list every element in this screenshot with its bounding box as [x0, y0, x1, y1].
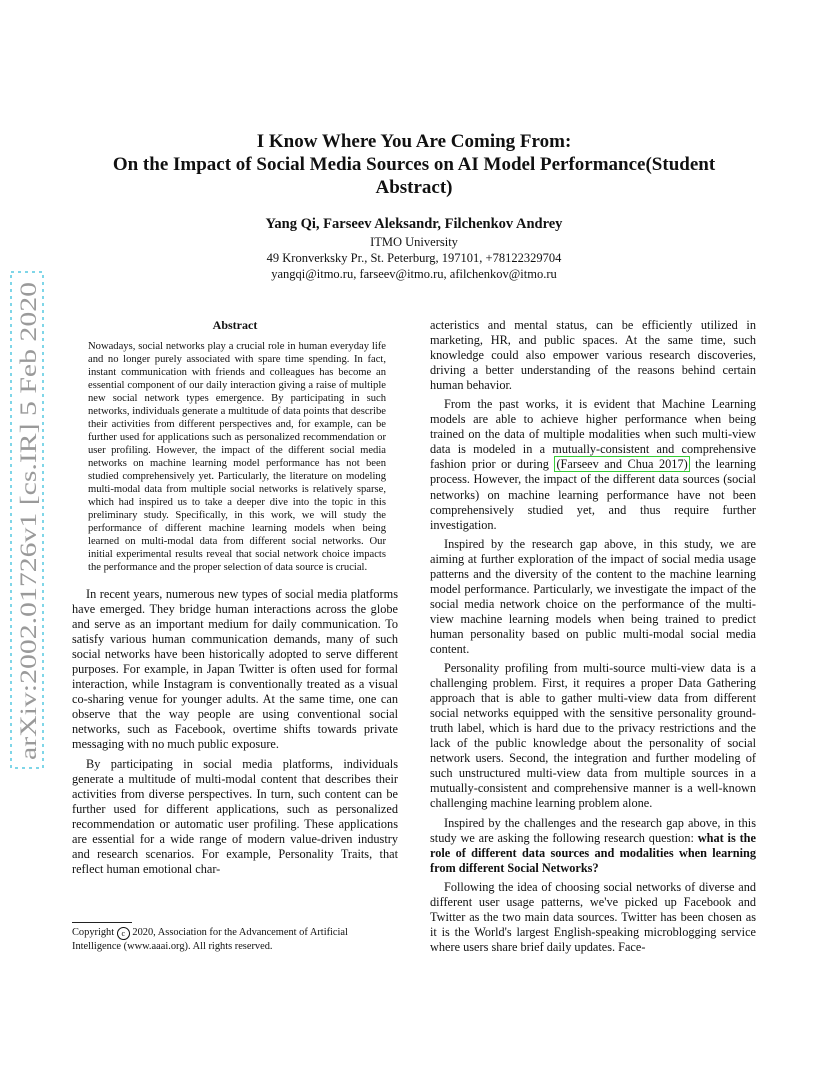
- right-paragraph-2: Inspired by the research gap above, in this study, we are aiming at further exploration of the impact of social media usage patterns and the diversity of the content to the machine learning model performance. Particularly, we investigate the impact of the social media network choice on the performance of the multi-view machine learning models when being trained to predict human personality based on public multi-modal social media content.: [430, 536, 756, 656]
- footnote-rule: [72, 922, 132, 923]
- author-list: Yang Qi, Farseev Aleksandr, Filchenkov Andrey: [265, 216, 563, 232]
- copyright-prefix: Copyright: [72, 927, 115, 938]
- p4-text-a: Inspired by the challenges and the research gap above, in this study we are asking the following research question:: [430, 815, 756, 845]
- title-line-3: Abstract): [375, 177, 453, 198]
- affiliation: [80, 234, 748, 282]
- copyright-footnote: [72, 926, 398, 953]
- left-column: [72, 318, 398, 877]
- title-line-2: On the Impact of Social Media Sources on AI Model Performance(Student: [112, 154, 716, 175]
- right-paragraph-continued: acteristics and mental status, can be efficiently utilized in marketing, HR, and public spaces. At the same time, such knowledge could also empower various research discoveries, driving a better understanding of the reasons behind certain human behavior.: [430, 318, 756, 393]
- arxiv-stamp: [8, 270, 46, 770]
- arxiv-stamp-text: arXiv:2002.01726v1 [cs.IR] 5 Feb 2020: [16, 390, 41, 760]
- paper-title: [80, 130, 748, 199]
- intro-paragraph-2: By participating in social media platforms, individuals generate a multitude of multi-modal content that describes their activities from diverse perspectives. In turn, such content can be further used for different applications, such as personalized recommendation or automatic user profiling. These applications are essential for a wide range of modern value-driven industry and research scenarios. For example, Personality Traits, that reflect human emotional char-: [72, 756, 398, 876]
- right-paragraph-3: Personality profiling from multi-source multi-view data is a challenging problem. First, it requires a proper Data Gathering approach that is able to gather multi-view data from different social networks equipped with the sensitive personality ground-truth label, which is hard due to the privacy restrictions and the lack of the public knowledge about the personality of social network users. Second, the integration and further modeling of such unstructured multi-view data from multiple sources in a mutually-consistent and comprehensive manner is a well-known challenging machine learning problem alone.: [430, 661, 756, 811]
- p1-text-a: From the past works, it is evident that Machine Learning models are able to achieve higher performance when being trained on the data of multiple modalities when such multi-view data is modeled in a mutually-consistent and comprehensive fashion prior or during: [430, 397, 756, 472]
- affiliation-address: 49 Kronverksky Pr., St. Peterburg, 197101, +78122329704: [266, 251, 562, 265]
- right-paragraph-1: [430, 397, 756, 532]
- right-paragraph-5: Following the idea of choosing social networks of diverse and different user usage patterns, we've picked up Facebook and Twitter as the two main data sources. Twitter has been chosen as it is the World's largest English-speaking microblogging service where users share brief daily updates. Face-: [430, 879, 756, 954]
- p1-text-b: the learning process. However, the impact of the different data sources (social networks) on machine learning performance have not been comprehensively studied yet, and thus require further investigation.: [430, 457, 756, 532]
- copyright-text: 2020, Association for the Advancement of Artificial Intelligence (www.aaai.org). All rights reserved.: [72, 927, 348, 952]
- intro-paragraph-1: In recent years, numerous new types of social media platforms have emerged. They bridge human interactions across the globe and serve as an important medium for daily communication. To satisfy various human communication demands, many of such social networks have been historically adopted to serve different purposes. For example, in Japan Twitter is often used for formal interaction, while Instagram is conventionally treated as a visual co-sharing venue for younger adults. At the same time, one can observe that the way people are using conventional social networks, such as Facebook, overtime shifts towards private messaging with no much public exposure.: [72, 587, 398, 752]
- affiliation-org: ITMO University: [370, 235, 458, 249]
- research-question: what is the role of different data sources and modalities when learning from different Social Networks?: [430, 830, 756, 875]
- copyright-symbol: c: [117, 927, 130, 940]
- abstract-text: Nowadays, social networks play a crucial role in human everyday life and no longer purely associated with spare time spending. In fact, instant communication with friends and colleagues has become an essential component of our daily interaction giving a raise of multiple new social network types emergence. By participating in such networks, individuals generate a multitude of data points that describe their activities from different perspectives and, for example, can be further used for applications such as personalized recommendation or user profiling. However, the impact of the different social media networks on machine learning model performance has not been studied comprehensively yet. Particularly, the literature on modeling multi-modal data from multiple social networks is relatively sparse, which had inspired us to take a deeper dive into the topic in this preliminary study. Specifically, in this work, we will study the performance of different machine learning models when being learned on multi-modal data from different social networks. Our initial experimental results reveal that social network choice impacts the performance and the proper selection of data source is crucial.: [88, 341, 386, 573]
- affiliation-emails: yangqi@itmo.ru, farseev@itmo.ru, afilchenkov@itmo.ru: [271, 267, 557, 281]
- citation-link-farseev-chua[interactable]: (Farseev and Chua 2017): [556, 457, 688, 472]
- abstract-heading: Abstract: [212, 318, 258, 332]
- right-paragraph-4: [430, 816, 756, 876]
- right-column: [430, 318, 756, 955]
- title-line-1: I Know Where You Are Coming From:: [256, 131, 572, 152]
